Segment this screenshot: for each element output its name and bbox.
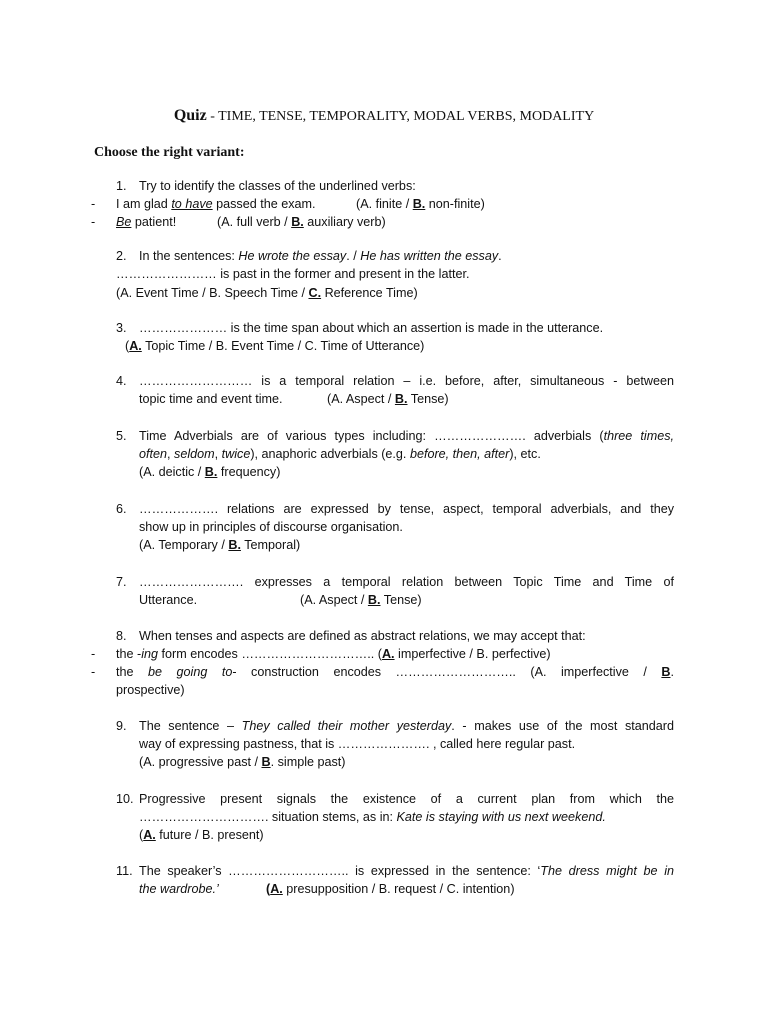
- q1-a: I am glad to have passed the exam.: [116, 197, 316, 211]
- q8-a-dash: -: [91, 647, 96, 661]
- q6-line1: ………………. relations are expressed by tense, aspect, temporal adverbials, and they: [139, 502, 674, 516]
- q8-a-answer: A.: [381, 647, 395, 661]
- q1-a-dash: -: [91, 197, 96, 211]
- q4-line2: topic time and event time.: [139, 392, 283, 406]
- q11-answer: A.: [270, 882, 283, 896]
- q1-a-underlined: to have: [171, 197, 213, 211]
- q2-text: In the sentences: He wrote the essay. / He has written the essay.: [139, 249, 502, 263]
- q4-number: 4.: [116, 374, 127, 388]
- q10-options: (A. future / B. present): [139, 828, 264, 842]
- q6-options: (A. Temporary / B. Temporal): [139, 538, 301, 552]
- q7-line2: Utterance.: [139, 593, 198, 607]
- q6-number: 6.: [116, 502, 127, 516]
- q10-line1: Progressive present signals the existence of a current plan from which the: [139, 792, 674, 806]
- q9-line1: The sentence – They called their mother yesterday. - makes use of the most standard: [139, 719, 674, 733]
- q10-answer: A.: [143, 828, 156, 842]
- q2-line2: …………………… is past in the former and present in the latter.: [116, 267, 470, 281]
- q9-number: 9.: [116, 719, 127, 733]
- q7-line1: ……………………. expresses a temporal relation between Topic Time and Time of: [139, 575, 674, 589]
- q1-text: Try to identify the classes of the underlined verbs:: [139, 179, 416, 193]
- q3-text: ………………… is the time span about which an assertion is made in the utterance.: [139, 321, 604, 335]
- q11-line2: the wardrobe.’: [139, 882, 219, 896]
- q7-number: 7.: [116, 575, 127, 589]
- q11-line1: The speaker’s ……………………….. is expressed in the sentence: ‘The dress might be in: [139, 864, 674, 878]
- q8-b-dash: -: [91, 665, 96, 679]
- q8-b-answer: B: [661, 665, 671, 679]
- q9-answer: B: [261, 755, 271, 769]
- q3-answer: A.: [129, 339, 142, 353]
- q3-options: (A. Topic Time / B. Event Time / C. Time of Utterance): [125, 339, 425, 353]
- q9-line2: way of expressing pastness, that is …………………. , called here regular past.: [139, 737, 576, 751]
- q1-b-answer: B.: [291, 215, 304, 229]
- q11-number: 11.: [116, 864, 133, 878]
- q8-a: the -ing form encodes ………………………….. (A. imperfective / B. perfective): [116, 647, 551, 661]
- q7-answer: B.: [367, 593, 381, 607]
- q1-a-answer: B.: [412, 197, 426, 211]
- q6-answer: B.: [228, 538, 241, 552]
- title-quiz: Quiz: [173, 107, 207, 124]
- q6-line2: show up in principles of discourse organisation.: [139, 520, 403, 534]
- q5-line2: often, seldom, twice), anaphoric adverbials (e.g. before, then, after), etc.: [139, 447, 541, 461]
- q1-b-dash: -: [91, 215, 96, 229]
- q5-line1: Time Adverbials are of various types including: …………………. adverbials (three times,: [139, 429, 674, 443]
- page-title: [0, 107, 768, 125]
- q4-options: (A. Aspect / B. Tense): [327, 392, 449, 406]
- q1-b: Be patient!: [116, 215, 177, 229]
- q8-b-line2: prospective): [116, 683, 185, 697]
- q3-number: 3.: [116, 321, 127, 335]
- q8-text: When tenses and aspects are defined as abstract relations, we may accept that:: [139, 629, 586, 643]
- q2-answer: C.: [308, 286, 322, 300]
- q9-options: (A. progressive past / B. simple past): [139, 755, 346, 769]
- q10-number: 10.: [116, 792, 134, 806]
- q1-a-options: (A. finite / B. non-finite): [356, 197, 485, 211]
- q5-number: 5.: [116, 429, 127, 443]
- q1-number: 1.: [116, 179, 127, 193]
- q5-answer: B.: [204, 465, 218, 479]
- q11-options: (A. presupposition / B. request / C. intention): [266, 882, 515, 896]
- title-topics: - TIME, TENSE, TEMPORALITY, MODAL VERBS, MODALITY: [206, 109, 595, 124]
- q7-options: (A. Aspect / B. Tense): [300, 593, 422, 607]
- q2-number: 2.: [116, 249, 127, 263]
- q4-line1: ……………………… is a temporal relation – i.e. before, after, simultaneous - between: [139, 374, 674, 388]
- q1-b-options: (A. full verb / B. auxiliary verb): [217, 215, 386, 229]
- q8-b: the be going to- construction encodes ……………………….. (A. imperfective / B.: [116, 665, 674, 679]
- q4-answer: B.: [394, 392, 408, 406]
- q8-number: 8.: [116, 629, 127, 643]
- q2-options: (A. Event Time / B. Speech Time / C. Reference Time): [116, 286, 418, 300]
- instruction: Choose the right variant:: [94, 145, 245, 160]
- q1-b-underlined: Be: [116, 215, 132, 229]
- q10-line2: …………………………. situation stems, as in: Kate is staying with us next weekend.: [139, 810, 606, 824]
- q5-options: (A. deictic / B. frequency): [139, 465, 281, 479]
